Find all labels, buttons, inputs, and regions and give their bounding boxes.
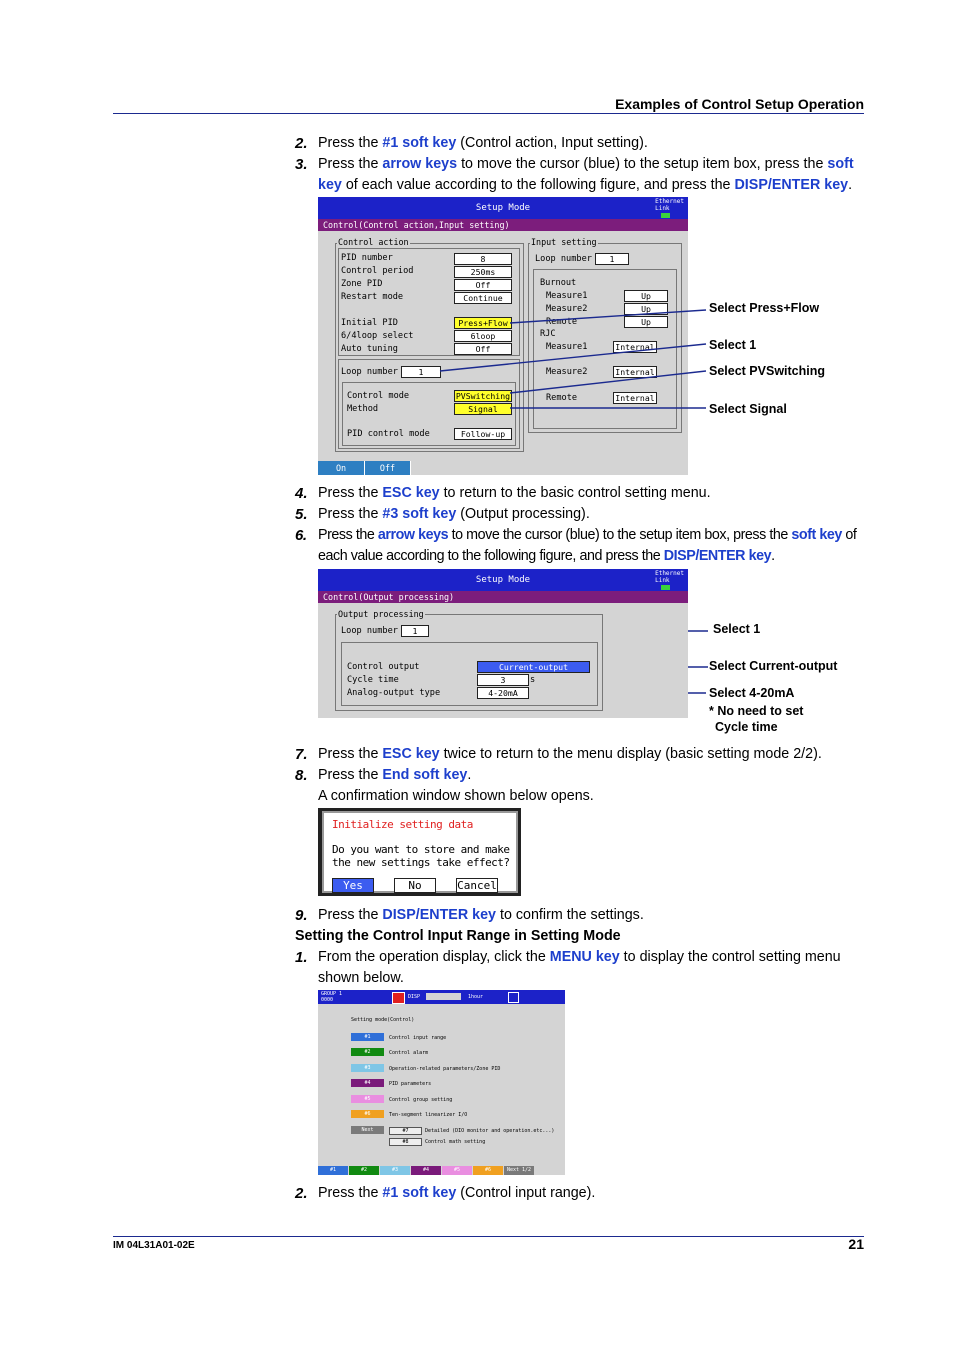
method-field[interactable]: Signal: [454, 403, 512, 415]
row-label: Auto tuning: [341, 344, 398, 354]
menu-key-3[interactable]: #3: [351, 1064, 384, 1072]
row-label: PID control mode: [347, 429, 430, 439]
step-number: 3.: [295, 156, 308, 173]
menu-item-label: Operation-related parameters/Zone PID: [389, 1066, 501, 1072]
sub-title-bar: Control(Control action,Input setting): [318, 219, 688, 231]
control-setting-menu-screen: [318, 990, 565, 1175]
menu-item-label: Control group setting: [389, 1097, 453, 1103]
page-number: 21: [848, 1236, 864, 1252]
menu-key-4[interactable]: #4: [351, 1079, 384, 1087]
rjc-measure2-field[interactable]: Internal: [613, 366, 657, 378]
softkey-4[interactable]: #4: [411, 1166, 441, 1175]
row-label: Control mode: [347, 391, 410, 401]
softkey-off[interactable]: Off: [365, 461, 411, 475]
unit-label: s: [530, 675, 536, 685]
step-number: 2.: [295, 135, 308, 152]
disp-label: DISP: [408, 994, 421, 1000]
callout-signal: Select Signal: [709, 402, 787, 416]
cancel-button[interactable]: Cancel: [457, 879, 497, 892]
disp-field: [426, 993, 461, 1000]
status-bar: [318, 990, 565, 1004]
title-bar: Setup Mode Ethernet Link: [318, 569, 688, 591]
row-label: Loop number: [341, 626, 398, 636]
control-mode-field[interactable]: PVSwitching: [455, 391, 511, 401]
softkey-6[interactable]: #6: [473, 1166, 503, 1175]
row-label: Control output: [347, 662, 420, 672]
dialog-title: Initialize setting data: [332, 818, 473, 831]
softkey-on[interactable]: On: [318, 461, 365, 475]
menu-key-5[interactable]: #5: [351, 1095, 384, 1103]
ethernet-indicator: Ethernet Link: [655, 198, 684, 218]
softkey-2[interactable]: #2: [349, 1166, 379, 1175]
softkey-1[interactable]: #1: [318, 1166, 348, 1175]
row-label: Analog-output type: [347, 688, 441, 698]
menu-item-label: Detailed (DIO monitor and operation.etc...): [425, 1128, 555, 1134]
ethernet-indicator: Ethernet Link: [655, 570, 684, 590]
row-label: RJC: [540, 329, 556, 339]
initial-pid-field[interactable]: Press+Flow: [454, 317, 512, 329]
burnout-measure2-field[interactable]: Up: [624, 303, 668, 315]
step-5: 5. Press the #3 soft key (Output processing).: [295, 506, 590, 523]
loop-number-field[interactable]: 1: [401, 625, 429, 637]
step-number: 7.: [295, 746, 308, 763]
step-9: 9. Press the DISP/ENTER key to confirm the settings.: [295, 907, 644, 924]
burnout-measure1-field[interactable]: Up: [624, 290, 668, 302]
step-2-final: 2. Press the #1 soft key (Control input range).: [295, 1185, 596, 1202]
softkey-next[interactable]: Next 1/2: [504, 1166, 534, 1175]
auto-tuning-field[interactable]: Off: [454, 343, 512, 355]
cycle-time-field[interactable]: 3: [477, 674, 529, 686]
menu-item-label: PID parameters: [389, 1081, 432, 1087]
softkey-3[interactable]: #3: [380, 1166, 410, 1175]
softkey-5[interactable]: #5: [442, 1166, 472, 1175]
row-label: PID number: [341, 253, 393, 263]
callout-pvswitching: Select PVSwitching: [709, 364, 826, 378]
callout-select-1b: Select 1: [713, 622, 761, 636]
setup-screen-output-processing: [318, 569, 688, 718]
row-label: Zone PID: [341, 279, 383, 289]
step-number: 9.: [295, 907, 308, 924]
callout-4-20ma: Select 4-20mA: [709, 686, 795, 700]
dialog-message: Do you want to store and make the new settings take effect?: [332, 843, 510, 869]
leader-line: [440, 344, 706, 371]
restart-mode-field[interactable]: Continue: [454, 292, 512, 304]
menu-next-key[interactable]: Next: [351, 1126, 384, 1134]
row-label: Remote: [546, 317, 578, 327]
control-output-field[interactable]: Current-output: [477, 661, 590, 673]
dialog-body: [322, 811, 518, 893]
menu-key-1[interactable]: #1: [351, 1033, 384, 1041]
loop-select-field[interactable]: 6loop: [454, 330, 512, 342]
row-label: 6/4loop select: [341, 331, 414, 341]
rjc-remote-field[interactable]: Internal: [613, 392, 657, 404]
row-label: Remote: [546, 393, 578, 403]
step-7: 7. Press the ESC key twice to return to the menu display (basic setting mode 2/2).: [295, 746, 822, 763]
key-ref: #1 soft key: [382, 135, 457, 151]
confirm-text: A confirmation window shown below opens.: [318, 788, 594, 804]
row-label: Measure2: [546, 304, 588, 314]
sub-title-bar: Control(Output processing): [318, 591, 688, 603]
menu-item-label: Ten-segment linearizer I/O: [389, 1112, 468, 1118]
step-number: 2.: [295, 1185, 308, 1202]
menu-key-6[interactable]: #6: [351, 1110, 384, 1118]
group-label: Output processing: [338, 609, 424, 619]
row-label: Control period: [341, 266, 414, 276]
callout-note-cycle: Cycle time: [715, 720, 778, 734]
menu-key-2[interactable]: #2: [351, 1048, 384, 1056]
confirmation-dialog: [318, 808, 521, 896]
group-indicator: GROUP 1 0000: [321, 991, 343, 1003]
row-label: Restart mode: [341, 292, 404, 302]
memory-icon: [508, 992, 519, 1003]
leader-line: [510, 310, 706, 323]
menu-item-label: Control input range: [389, 1035, 447, 1041]
step-number: 8.: [295, 767, 308, 784]
alarm-icon: [392, 992, 405, 1004]
row-label: Method: [347, 404, 379, 414]
callout-current-output: Select Current-output: [709, 659, 838, 673]
loop-number-field[interactable]: 1: [401, 366, 441, 378]
menu-key-8[interactable]: #8: [389, 1138, 422, 1146]
group-label: Input setting: [531, 237, 597, 247]
title-bar: Setup Mode Ethernet Link: [318, 197, 688, 219]
step-number: 4.: [295, 485, 308, 502]
doc-id: IM 04L31A01-02E: [113, 1240, 195, 1251]
callout-note: * No need to set: [709, 704, 804, 718]
row-label: Loop number: [535, 254, 592, 264]
menu-heading: Setting mode(Control): [351, 1017, 415, 1023]
step-1: 1. From the operation display, click the MENU key to display the control setting menu shown below.: [295, 949, 841, 986]
row-label: Initial PID: [341, 318, 398, 328]
pid-number-field[interactable]: 8: [454, 253, 512, 265]
no-button[interactable]: No: [394, 878, 436, 893]
analog-output-field[interactable]: 4-20mA: [477, 687, 529, 699]
yes-button[interactable]: Yes: [332, 878, 374, 893]
row-label: Cycle time: [347, 675, 399, 685]
step-2: 2. Press the #1 soft key (Control action, Input setting).: [295, 135, 648, 152]
running-header: Examples of Control Setup Operation: [615, 96, 864, 112]
step-6: 6. Press the arrow keys to move the cursor (blue) to the setup item box, press the soft key of each value according to the following figure, and press the DISP/ENTER key.: [295, 527, 857, 564]
footer-rule: [113, 1236, 864, 1237]
step-number: 6.: [295, 527, 307, 544]
link-icon: [661, 585, 670, 590]
row-label: Measure1: [546, 342, 588, 352]
row-label: Loop number: [341, 367, 398, 377]
step-8: 8. Press the End soft key.: [295, 767, 472, 784]
burnout-remote-field[interactable]: Up: [624, 316, 668, 328]
leader-line: [510, 371, 706, 393]
callout-select-1: Select 1: [709, 338, 757, 352]
zone-pid-field[interactable]: Off: [454, 279, 512, 291]
menu-key-7[interactable]: #7: [389, 1127, 422, 1135]
section-heading: Setting the Control Input Range in Setting Mode: [295, 928, 621, 944]
step-number: 1.: [295, 949, 308, 966]
row-label: Burnout: [540, 278, 577, 288]
step-3: 3. Press the arrow keys to move the cursor (blue) to the setup item box, press the soft key of each value according to the following figure, and press the DISP/ENTER key.: [295, 156, 854, 193]
rjc-measure1-field[interactable]: Internal: [613, 341, 657, 353]
row-label: Measure1: [546, 291, 588, 301]
menu-item-label: Control alarm: [389, 1050, 429, 1056]
input-loop-field[interactable]: 1: [595, 253, 629, 265]
row-label: Measure2: [546, 367, 588, 377]
menu-item-label: Control math setting: [425, 1139, 486, 1145]
pid-control-mode-field[interactable]: Follow-up: [454, 428, 512, 440]
time-span: 1hour: [468, 994, 484, 1000]
control-period-field[interactable]: 250ms: [454, 266, 512, 278]
step-4: 4. Press the ESC key to return to the basic control setting menu.: [295, 485, 711, 502]
step-number: 5.: [295, 506, 308, 523]
callout-press-flow: Select Press+Flow: [709, 301, 820, 315]
group-label: Control action: [338, 237, 409, 247]
